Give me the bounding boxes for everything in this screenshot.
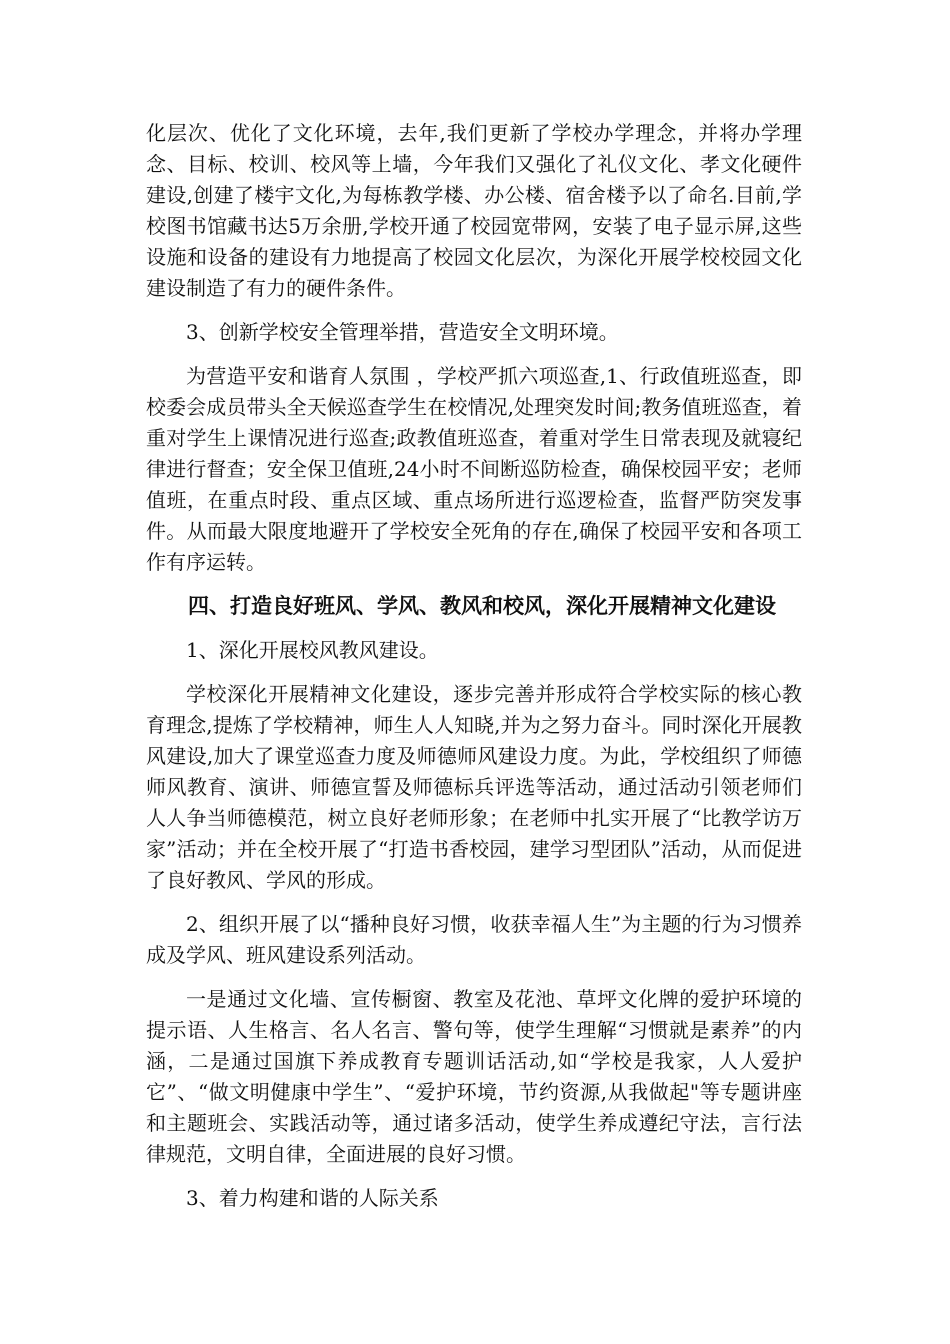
paragraph-habit-activities: 一是通过文化墙、宣传橱窗、教室及花池、草坪文化牌的爱护环境的提示语、人生格言、名人名言、警句等，使学生理解“习惯就是素养”的内涵，二是通过国旗下养成教育专题训话活动,如“学校是我家，人人爱护它”、“做文明健康中学生”、“爱护环境，节约资源,从我做起"等专题讲座和主题班会、实践活动等，通过诸多活动，使学生养成遵纪守法，言行法律规范，文明自律，全面进展的良好习惯。 bbox=[146, 987, 802, 1166]
paragraph-teaching-style: 学校深化开展精神文化建设，逐步完善并形成符合学校实际的核心教育理念,提炼了学校精神，师生人人知晓,并为之努力奋斗。同时深化开展教风建设,加大了课堂巡查力度及师德师风建设力度。为此，学校组织了师德师风教育、演讲、师德宣誓及师德标兵评选等活动，通过活动引领老师们人人争当师德模范，树立良好老师形象；在老师中扎实开展了“比教学访万家”活动；并在全校开展了“打造书香校园，建学习型团队”活动，从而促进了良好教风、学风的形成。 bbox=[146, 682, 802, 892]
paragraph-safety-patrols: 为营造平安和谐育人氛围 ，学校严抓六项巡查,1、行政值班巡查，即校委会成员带头全天候巡查学生在校情况,处理突发时间;教务值班巡查，着重对学生上课情况进行巡查;政教值班巡查，着重对学生日常表现及就寝纪律进行督查；安全保卫值班,24小时不间断巡防检查，确保校园平安；老师值班，在重点时段、重点区域、重点场所进行巡逻检查，监督严防突发事件。从而最大限度地避开了学校安全死角的存在,确保了校园平安和各项工作有序运转。 bbox=[146, 364, 802, 574]
section-heading-spirit-culture: 四、打造良好班风、学风、教风和校风，深化开展精神文化建设 bbox=[188, 594, 776, 618]
subheading-habit-activities: 2、组织开展了以“播种良好习惯，收获幸福人生”为主题的行为习惯养成及学风、班风建设系列活动。 bbox=[146, 912, 802, 967]
document-page bbox=[146, 118, 802, 1227]
subheading-safety-management: 3、创新学校安全管理举措，营造安全文明环境。 bbox=[186, 320, 619, 344]
subheading-harmonious-relations: 3、着力构建和谐的人际关系 bbox=[186, 1186, 439, 1210]
paragraph-school-culture-hardware: 化层次、优化了文化环境，去年,我们更新了学校办学理念，并将办学理念、目标、校训、校风等上墙，今年我们又强化了礼仪文化、孝文化硬件建设,创建了楼宇文化,为每栋教学楼、办公楼、宿舍楼予以了命名.目前,学校图书馆藏书达5万余册,学校开通了校园宽带网，安装了电子显示屏,这些设施和设备的建设有力地提高了校园文化层次，为深化开展学校校园文化建设制造了有力的硬件条件。 bbox=[146, 121, 802, 300]
subheading-school-teaching-style: 1、深化开展校风教风建设。 bbox=[186, 638, 439, 662]
